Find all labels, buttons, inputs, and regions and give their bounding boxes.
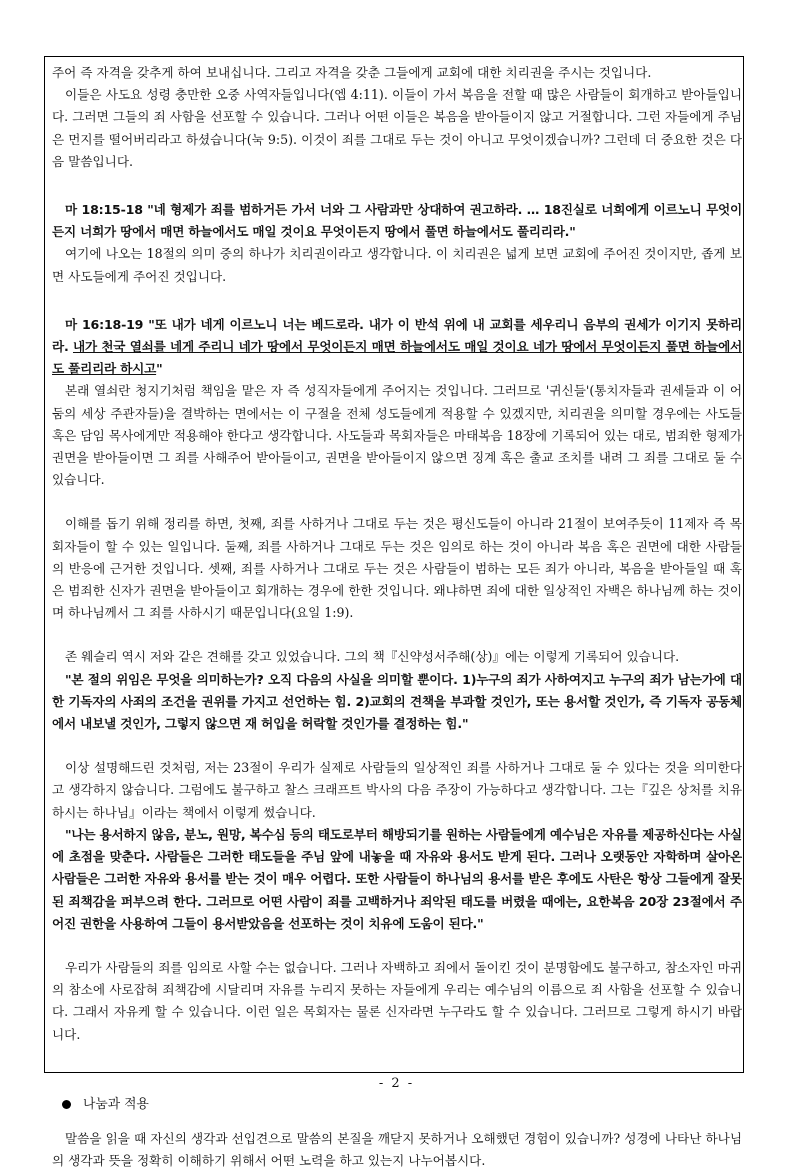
paragraph: 주어 즉 자격을 갖추게 하여 보내십니다. 그리고 자격을 갖춘 그들에게 교회에 대한 치리권을 주시는 것입니다. <box>52 65 652 80</box>
spacer <box>52 935 742 957</box>
scripture-quote-matthew-16 <box>52 314 742 381</box>
underlined-quote-text: 내가 천국 열쇠를 네게 주리니 네가 땅에서 무엇이든지 매면 하늘에서도 매일 것이요 네가 땅에서 무엇이든지 풀면 하늘에서도 풀리리라 하시고 <box>52 339 743 377</box>
spacer <box>52 288 742 314</box>
paragraph: 이해를 돕기 위해 정리를 하면, 첫째, 죄를 사하거나 그대로 두는 것은 평신도들이 아니라 21절이 보여주듯이 11제자 즉 목회자들이 할 수 있는 일입니다. 둘째, 죄를 사하거나 그대로 두는 것은 임의로 하는 것이 아니라 복음 혹은 권면에 대한 사람들의 반응에 근거한 것입니다. 셋째, 죄를 사하거나 그대로 두는 것은 사람들이 범하는 모든 죄가 아니라, 복음을 받아들일 때 혹은 범죄한 신자가 권면을 받아들이고 회개하는 경우에 한한 것입니다. 왜냐하면 죄에 대한 일상적인 자백은 하나님께 하는 것이며 하나님께서 그 죄를 사하시기 때문입니다(요일 1:9). <box>52 516 742 621</box>
section-heading-text: 나눔과 적용 <box>83 1096 149 1112</box>
spacer <box>52 735 742 757</box>
paragraph: 존 웨슬리 역시 저와 같은 견해를 갖고 있었습니다. 그의 책『신약성서주해(상)』에는 이렇게 기록되어 있습니다. <box>65 649 680 665</box>
paragraph: 본래 열쇠란 청지기처럼 책임을 맡은 자 즉 성직자들에게 주어지는 것입니다. 그러므로 '귀신들'(통치자들과 권세들과 이 어둠의 세상 주관자들)을 결박하는 면에서는 이 구절을 전체 성도들에게 적용할 수 있겠지만, 치리권을 의미할 경우에는 사도들 혹은 담임 목사에게만 적용해야 한다고 생각합니다. 사도들과 목회자들은 마태복음 18장에 기록되어 있는 대로, 범죄한 형제가 권면을 받아들이면 그 죄를 사해주어 받아들이고, 권면을 받아들이지 않으면 징계 혹은 출교 조치를 내려 그 죄를 그대로 둘 수 있습니다. <box>52 383 742 488</box>
spacer <box>52 1116 742 1128</box>
bullet-icon <box>62 1100 71 1109</box>
kraft-quote: "나는 용서하지 않음, 분노, 원망, 복수심 등의 태도로부터 해방되기를 원하는 사람들에게 예수님은 자유를 제공하신다는 사실에 초점을 맞춘다. 사람들은 그러한 태도들을 주님 앞에 내놓을 때 자유와 용서도 받게 된다. 그러나 오랫동안 자학하며 살아온 사람들은 그러한 자유와 용서를 받는 것이 매우 어렵다. 또한 사람들이 하나님의 용서를 받은 후에도 사탄은 항상 그들에게 잘못된 죄책감을 퍼부으려 한다. 그러므로 어떤 사람이 죄를 고백하거나 죄악된 태도를 버렸을 때에는, 요한복음 20장 23절에서 주어진 권한을 사용하여 그들이 용서받았음을 선포하는 것이 치유에 도움이 된다." <box>52 826 742 931</box>
paragraph: 여기에 나오는 18절의 의미 중의 하나가 치리권이라고 생각합니다. 이 치리권은 넓게 보면 교회에 주어진 것이지만, 좁게 보면 사도들에게 주어진 것입니다. <box>52 246 742 284</box>
spacer <box>52 491 742 513</box>
quote-text: 마 16:18-19 "또 내가 네게 이르노니 너는 베드로라. 내가 이 반석 위에 내 교회를 세우리니 음부의 권세가 이기지 못하리라. <box>52 316 742 355</box>
paragraph: 이상 설명해드린 것처럼, 저는 23절이 우리가 실제로 사람들의 일상적인 죄를 사하거나 그대로 둘 수 있다는 것을 의미한다고 생각하지 않습니다. 그럼에도 불구하고 찰스 크래프트 박사의 다음 주장이 가능하다고 생각합니다. 그는『깊은 상처를 치유하시는 하나님』이라는 책에서 이렇게 썼습니다. <box>52 760 742 820</box>
spacer <box>52 624 742 646</box>
paragraph: 우리가 사람들의 죄를 임의로 사할 수는 없습니다. 그러나 자백하고 죄에서 돌이킨 것이 분명함에도 불구하고, 참소자인 마귀의 참소에 사로잡혀 죄책감에 시달리며 자유를 누리지 못하는 자들에게 우리는 예수님의 이름으로 죄 사함을 선포할 수 있습니다. 그래서 자유케 할 수 있습니다. 이런 일은 목회자는 물론 신자라면 누구라도 할 수 있습니다. 그러므로 그렇게 하시기 바랍니다. <box>52 959 742 1042</box>
quote-close: " <box>156 361 163 377</box>
section-body: 말씀을 읽을 때 자신의 생각과 선입견으로 말씀의 본질을 깨닫지 못하거나 오해했던 경험이 있습니까? 성경에 나타난 하나님의 생각과 뜻을 정확히 이해하기 위해서 어떤 노력을 하고 있는지 나누어봅시다. <box>52 1130 742 1169</box>
scripture-quote-matthew-18: 마 18:15-18 "네 형제가 죄를 범하거든 가서 너와 그 사람과만 상대하여 권고하라. … 18진실로 너희에게 이르노니 무엇이든지 너희가 땅에서 매면 하늘에서도 매일 것이요 무엇이든지 땅에서 풀면 하늘에서도 풀리리라." <box>52 202 742 240</box>
page-number: - 2 - <box>378 1076 415 1091</box>
wesley-quote: "본 절의 위임은 무엇을 의미하는가? 오직 다음의 사실을 의미할 뿐이다. 1)누구의 죄가 사하여지고 누구의 죄가 남는가에 대한 기독자의 사죄의 조건을 권위를 가지고 선언하는 힘. 2)교회의 견책을 부과할 것인가, 또는 용서할 것인가, 즉 기독자 공동체에서 내보낼 것인가, 그렇지 않으면 재 허입을 허락할 것인가를 결정하는 힘." <box>52 671 742 732</box>
spacer <box>52 173 742 199</box>
document-body <box>52 62 742 1172</box>
paragraph: 이들은 사도요 성령 충만한 오중 사역자들입니다(엡 4:11). 이들이 가서 복음을 전할 때 많은 사람들이 회개하고 받아들입니다. 그러면 그들의 죄 사함을 선포할 수 있습니다. 그러나 어떤 이들은 복음을 받아들이지 않고 거절합니다. 그런 자들에게 주님은 먼지를 떨어버리라고 하셨습니다(눅 9:5). 이것이 죄를 그대로 두는 것이 아니고 무엇이겠습니까? 그런데 더 중요한 것은 다음 말씀입니다. <box>52 87 742 169</box>
section-heading <box>62 1094 742 1116</box>
spacer <box>52 1046 742 1072</box>
